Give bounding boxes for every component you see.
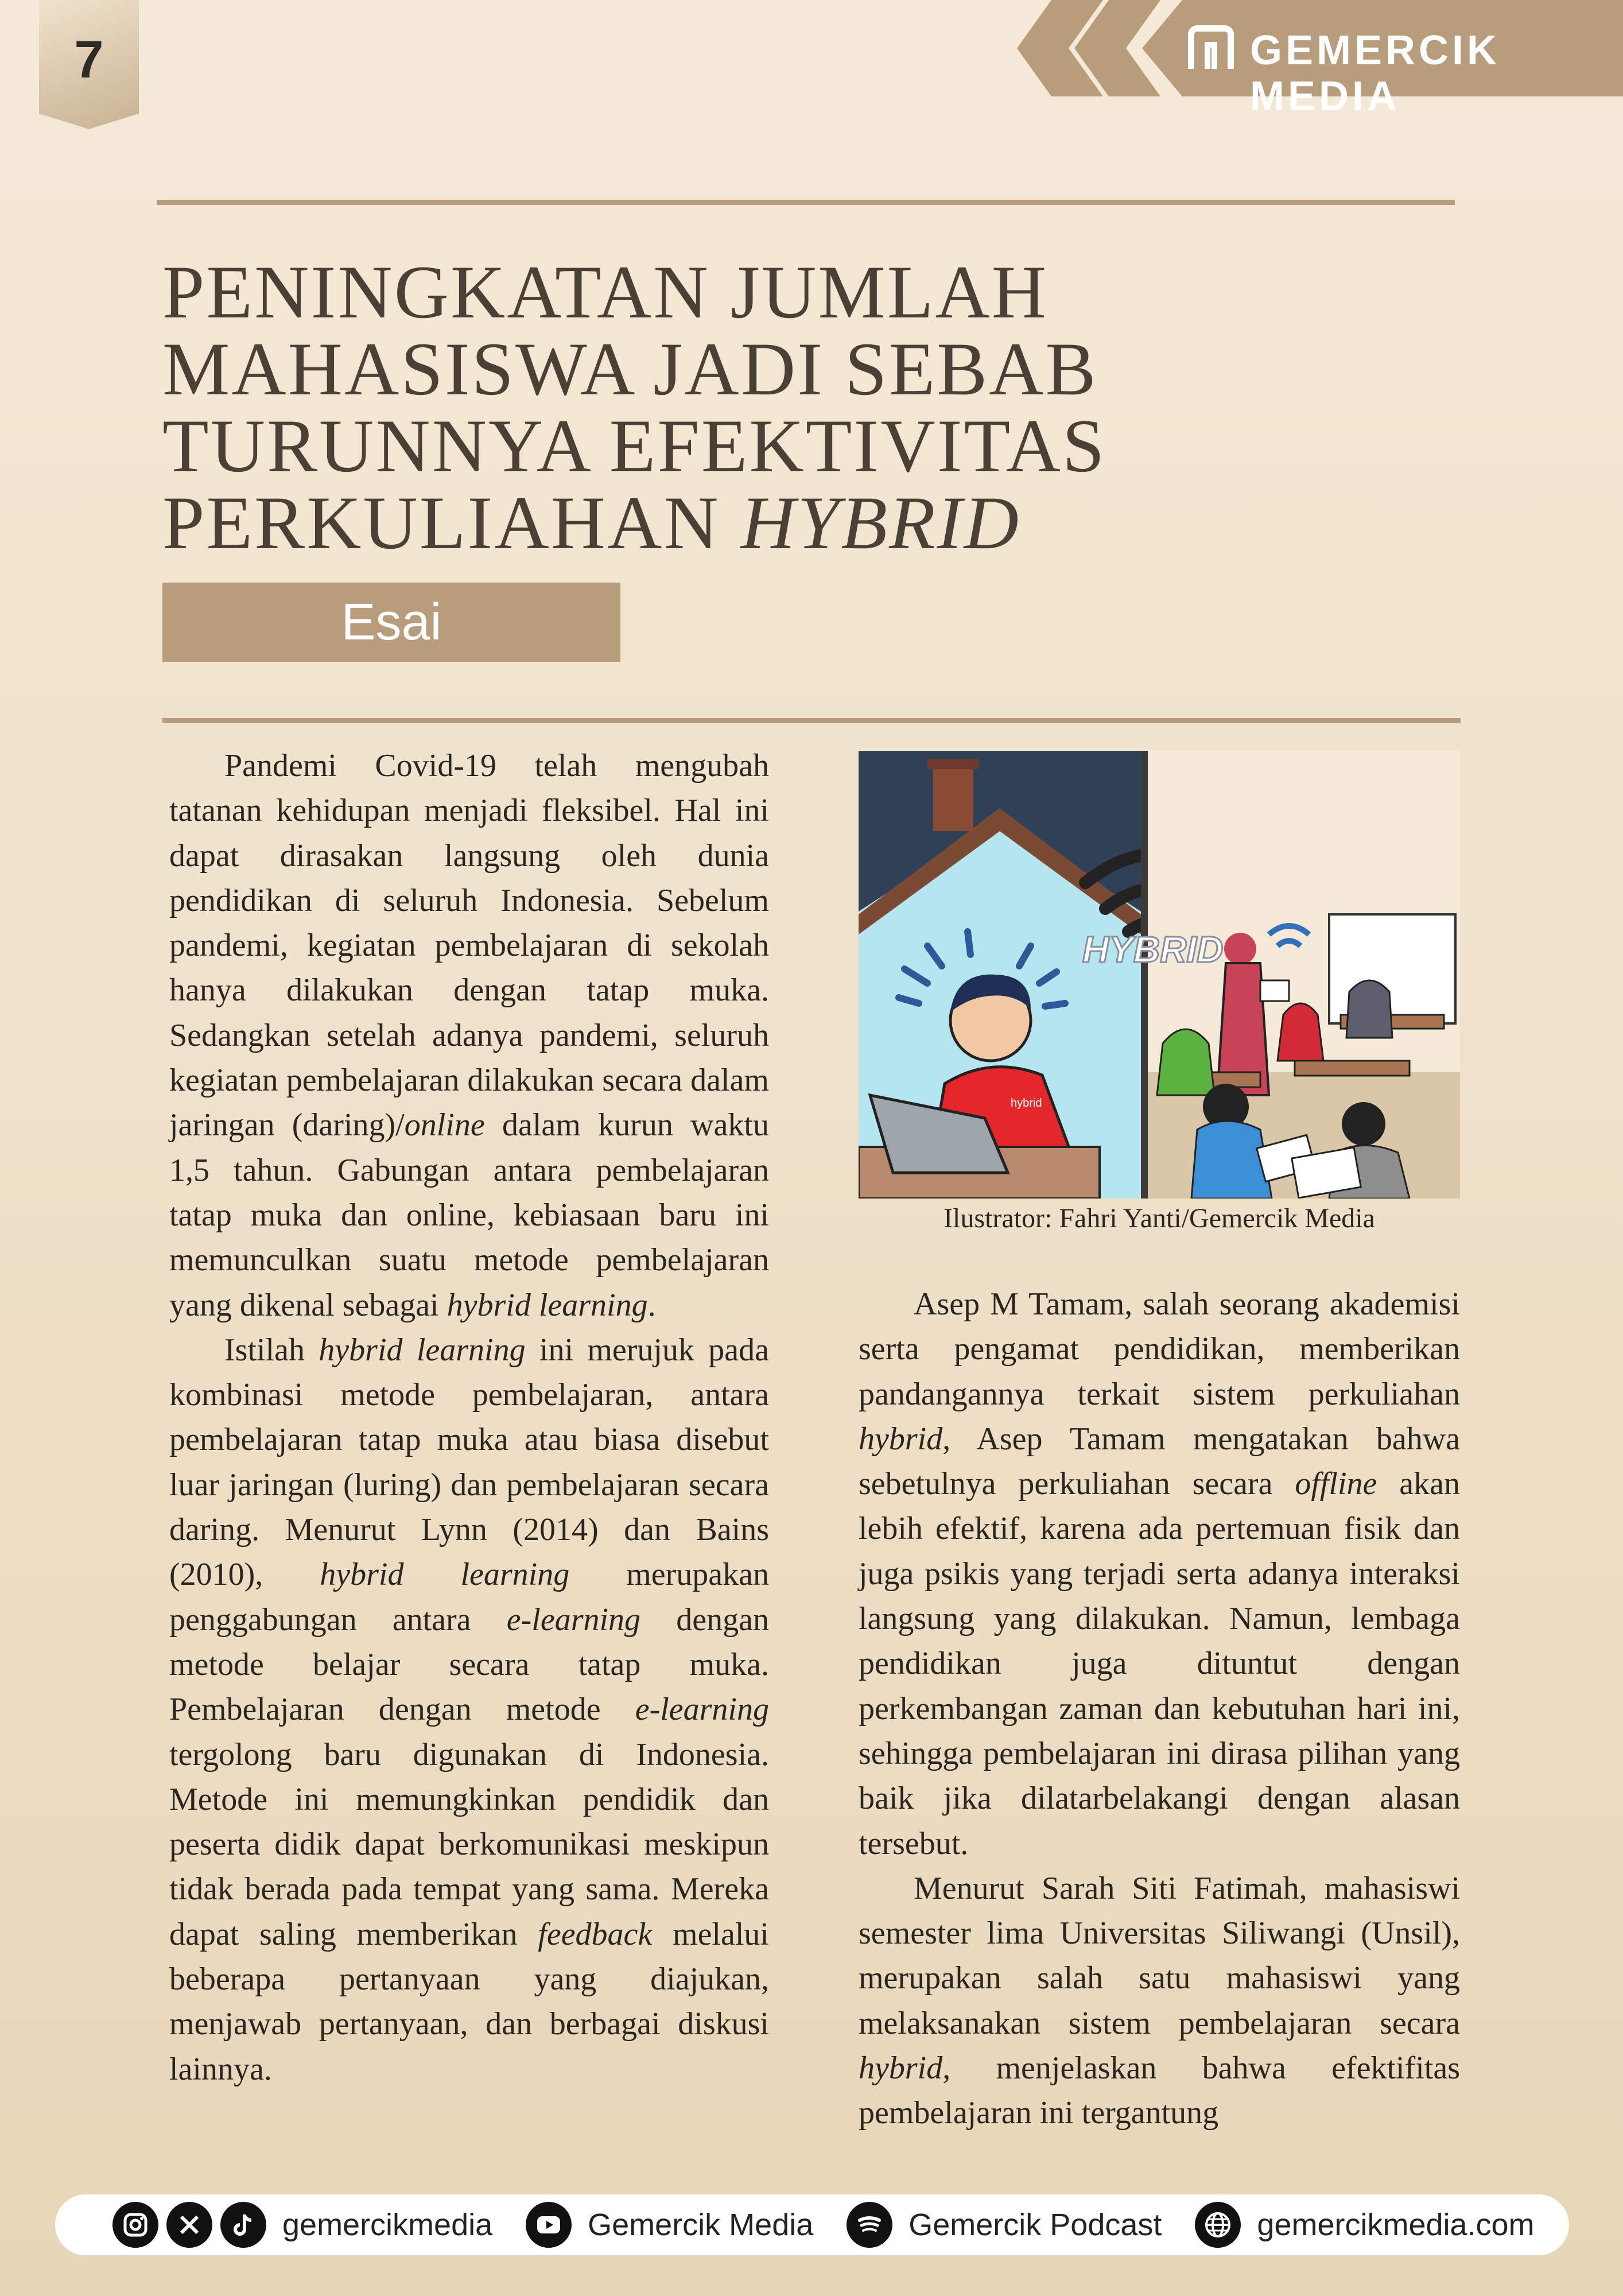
category-badge: Esai: [162, 583, 620, 662]
x-icon[interactable]: [166, 2202, 212, 2248]
title-line: PERKULIAHAN HYBRID: [162, 480, 1020, 565]
text-run: hybrid: [859, 1421, 943, 1457]
text-run: dalam kurun waktu 1,5 tahun. Gabungan antara pembelajaran tatap muka dan online, kebiasaan baru ini memunculkan suatu metode pembelajaran yang dikenal sebagai: [169, 1107, 769, 1323]
gemercik-logo-icon: [1188, 25, 1234, 69]
text-run: e-learning: [506, 1601, 641, 1638]
right-column: [859, 1282, 1460, 2136]
instagram-icon[interactable]: [112, 2202, 158, 2248]
text-run: Asep M Tamam, salah seorang akademisi serta pengamat pendidikan, memberikan pandangannya terkait sistem perkuliahan: [859, 1286, 1460, 1412]
text-run: melalui beberapa pertanyaan yang diajukan, menjawab pertanyaan, dan berbagai diskusi lainnya.: [169, 1916, 769, 2087]
podcast-name[interactable]: Gemercik Podcast: [908, 2208, 1162, 2242]
text-run: hybrid learning: [319, 1332, 526, 1368]
title-italic: HYBRID: [740, 480, 1020, 565]
text-run: hybrid learning: [446, 1287, 648, 1323]
text-run: Istilah: [224, 1332, 319, 1368]
text-run: hybrid: [859, 2050, 943, 2086]
text-run: akan lebih efektif, karena ada pertemuan fisik dan juga psikis yang terjadi serta adanya interaksi langsung yang dilakukan. Namun, lembaga pendidikan juga dituntut dengan perkembangan zaman dan kebutuhan hari ini, sehingga pembelajaran ini dirasa pilihan yang baik jika dilatarbelakangi dengan alasan tersebut.: [859, 1466, 1460, 1861]
website-link[interactable]: gemercikmedia.com: [1257, 2208, 1535, 2242]
social-handle[interactable]: gemercikmedia: [282, 2208, 493, 2242]
illustration-hybrid-text: HYBRID: [1082, 929, 1224, 970]
title-line: TURUNNYA EFEKTIVITAS: [162, 404, 1106, 488]
brand-name: GEMERCIK MEDIA: [1250, 28, 1501, 119]
figure-caption: Ilustrator: Fahri Yanti/Gemercik Media: [943, 1203, 1375, 1234]
globe-icon[interactable]: [1195, 2202, 1241, 2248]
social-footer: [55, 2194, 1569, 2255]
paragraph: [169, 743, 769, 1328]
title-line: MAHASISWA JADI SEBAB: [162, 327, 1098, 411]
paragraph: [169, 1328, 769, 2092]
text-run: Menurut Sarah Siti Fatimah, mahasiswi semester lima Universitas Siliwangi (Unsil), merupakan salah satu mahasiswi yang melaksanakan sistem pembelajaran secara: [859, 1870, 1460, 2041]
title-line: PENINGKATAN JUMLAH: [162, 250, 1049, 334]
text-run: online: [404, 1107, 485, 1143]
text-run: e-learning: [635, 1692, 769, 1728]
text-run: Pandemi Covid-19 telah mengubah tatanan kehidupan menjadi fleksibel. Hal ini dapat dirasakan langsung oleh dunia pendidikan di seluruh Indonesia. Sebelum pandemi, kegiatan pembelajaran di sekolah hanya dilakukan dengan tatap muka. Sedangkan setelah adanya pandemi, seluruh kegiatan pembelajaran dilakukan secara dalam jaringan (daring)/: [169, 748, 769, 1143]
spotify-icon[interactable]: [847, 2202, 892, 2248]
text-run: ini merujuk pada kombinasi metode pembelajaran, antara pembelajaran tatap muka atau biasa disebut luar jaringan (luring) dan pembelajaran secara daring. Menurut Lynn (2014) dan Bains (2010),: [169, 1332, 769, 1593]
top-divider: [157, 200, 1455, 205]
text-run: .: [647, 1287, 656, 1323]
hybrid-illustration: [859, 751, 1460, 1199]
text-run: , Asep Tamam mengatakan bahwa sebetulnya perkuliahan secara: [859, 1421, 1460, 1502]
text-run: tergolong baru digunakan di Indonesia. Metode ini memungkinkan pendidik dan peserta didik dapat berkomunikasi meskipun tidak berada pada tempat yang sama. Mereka dapat saling memberikan: [169, 1736, 769, 1952]
tiktok-icon[interactable]: [220, 2202, 266, 2248]
text-run: hybrid learning: [320, 1557, 570, 1593]
text-run: dengan metode belajar secara tatap muka. Pembelajaran dengan metode: [169, 1601, 769, 1728]
left-column: [169, 743, 769, 2092]
shirt-text: hybrid: [1011, 1097, 1042, 1110]
youtube-icon[interactable]: [526, 2202, 572, 2248]
text-run: , menjelaskan bahwa efektifitas pembelajaran ini tergantung: [859, 2050, 1460, 2131]
page-number: 7: [74, 30, 104, 89]
title-divider: [162, 718, 1461, 723]
article-title: [162, 250, 1482, 565]
text-run: merupakan penggabungan antara: [169, 1557, 769, 1638]
text-run: offline: [1295, 1466, 1377, 1502]
youtube-channel[interactable]: Gemercik Media: [588, 2208, 814, 2242]
paragraph: [859, 1866, 1460, 2136]
text-run: feedback: [538, 1916, 653, 1952]
paragraph: [859, 1282, 1460, 1866]
